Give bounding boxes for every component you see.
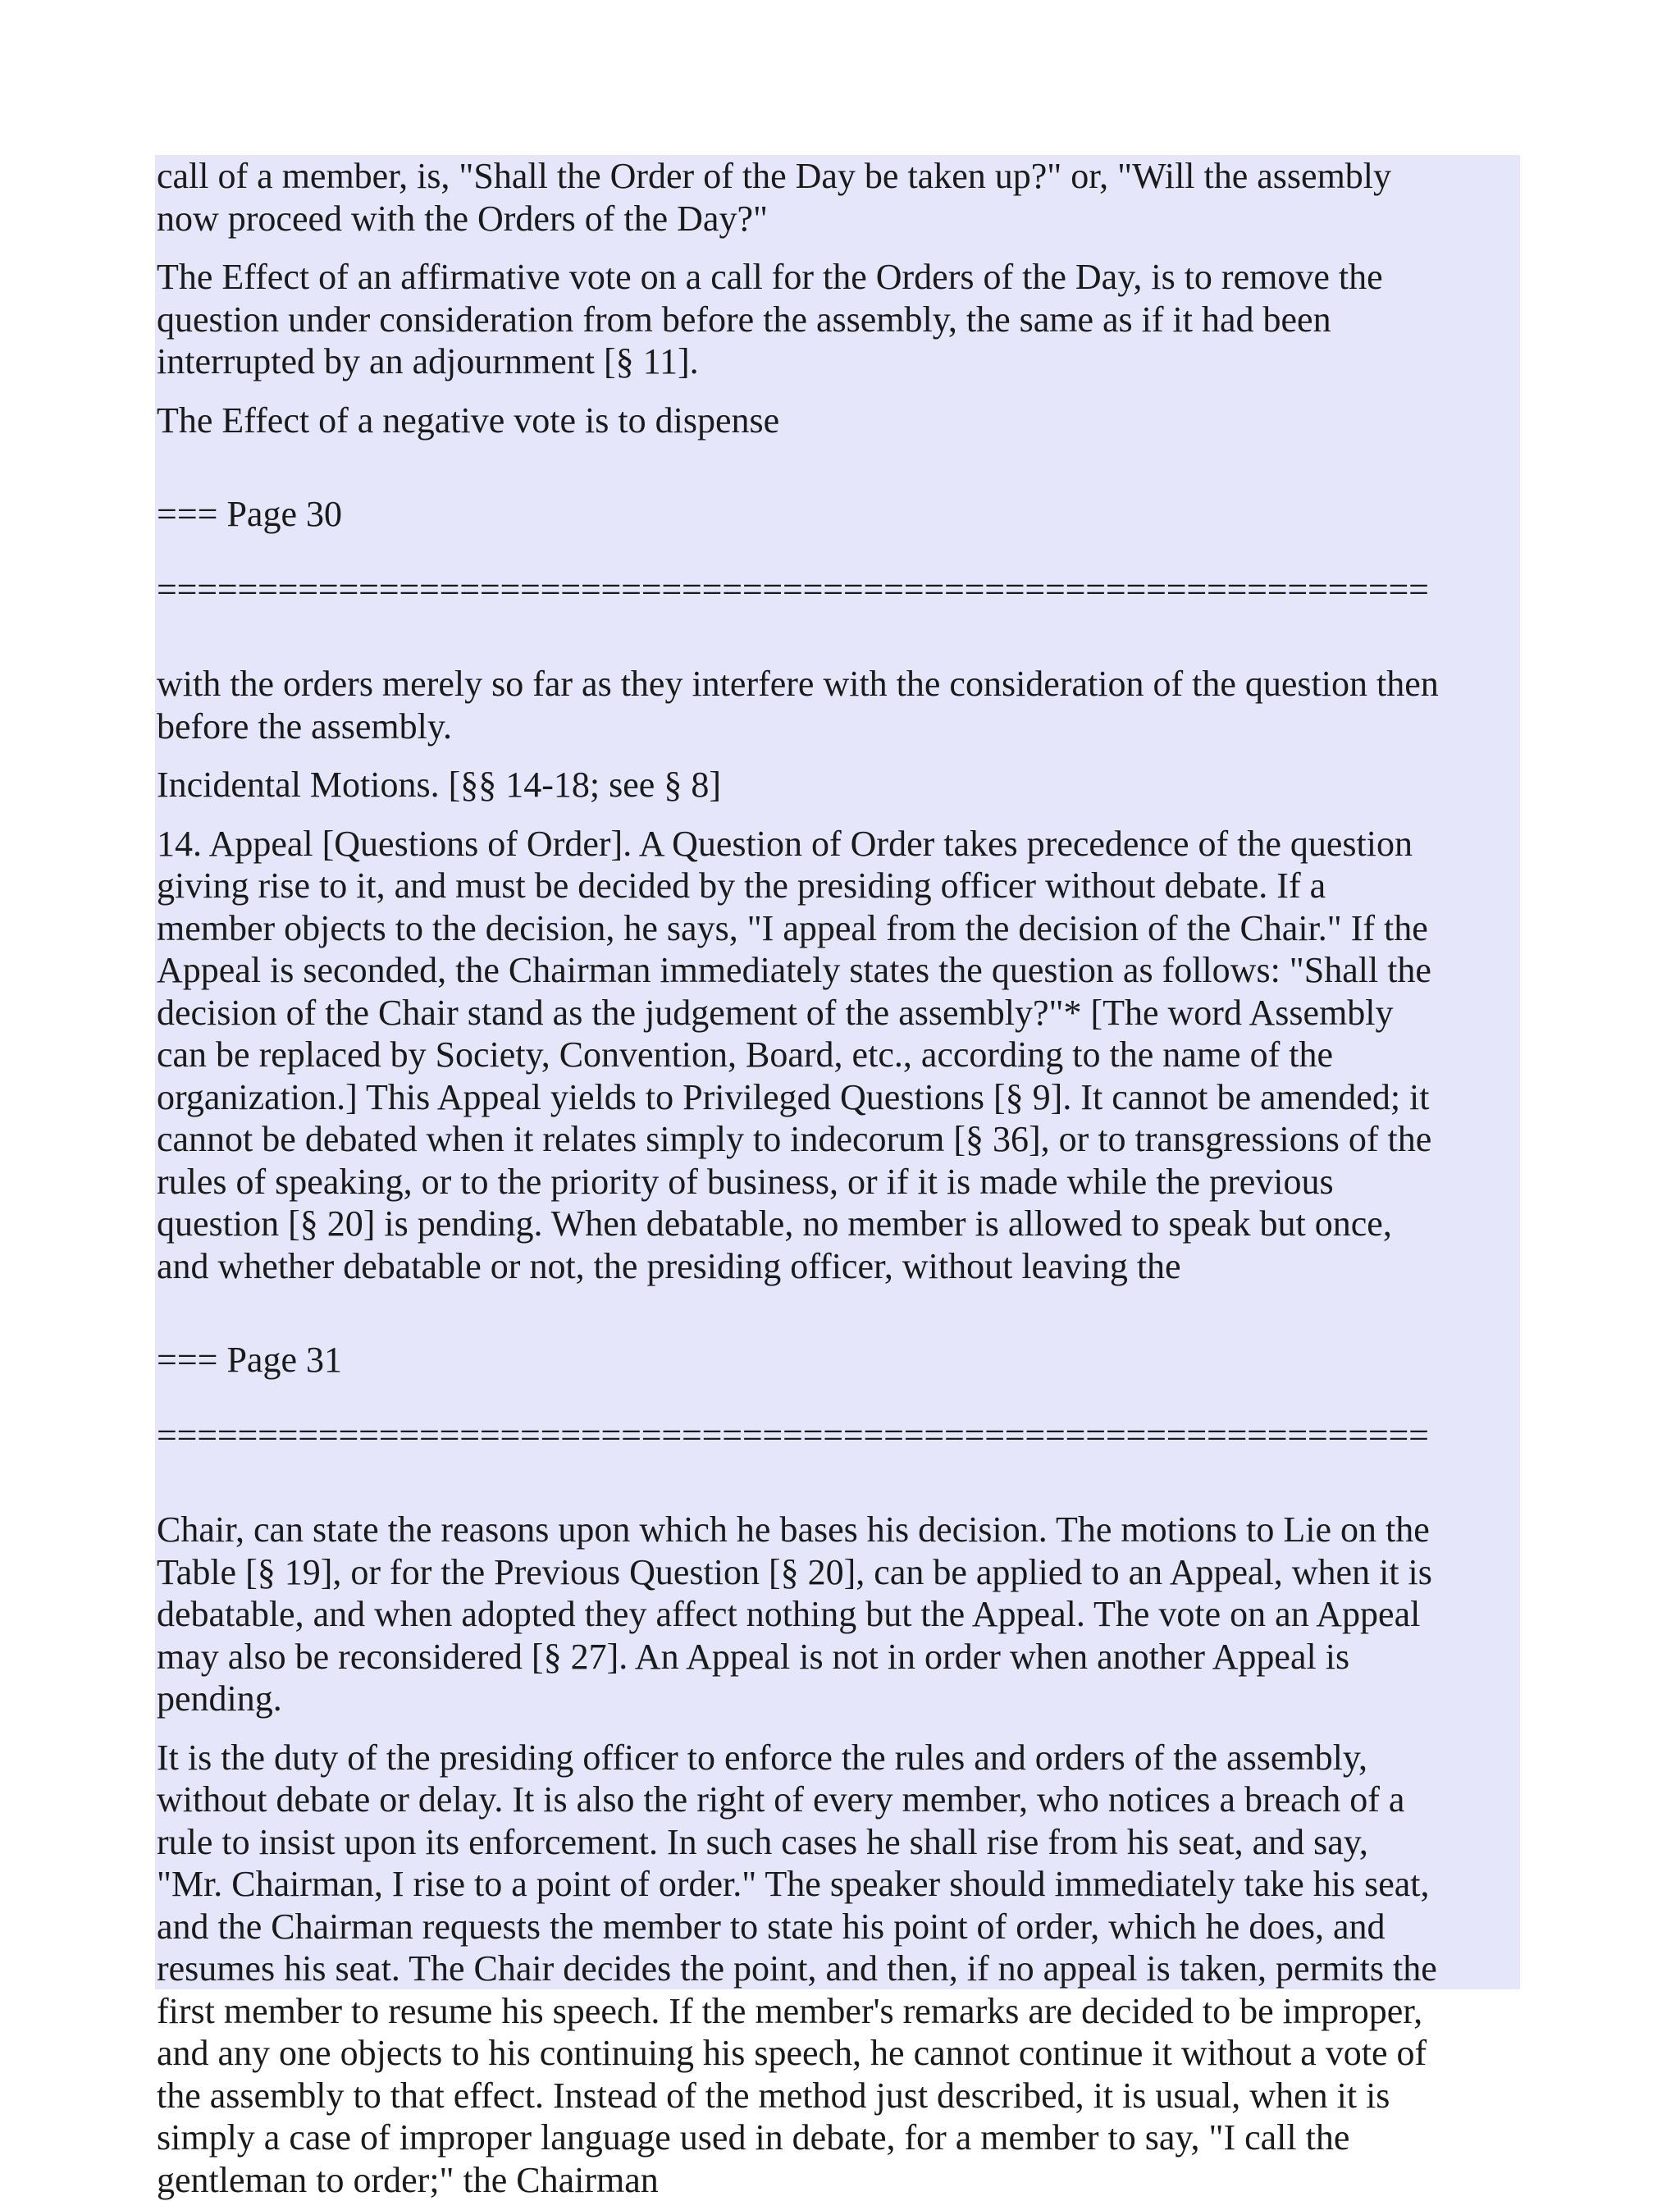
section-heading-incidental-motions: Incidental Motions. [§§ 14-18; see § 8] [157, 764, 1517, 806]
page-marker-label: === Page 30 [157, 495, 1517, 533]
document-body [155, 155, 1520, 1989]
paragraph-chair-reasons: Chair, can state the reasons upon which he bases his decision. The motions to Lie on the Table [§ 19], or for the Previous Question [§ 20], can be applied to an Appeal, when it is debatable, and when adopted they affect nothing but the Appeal. The vote on an Appeal may also be reconsidered [§ 27]. An Appeal is not in order when another Appeal is pending. [157, 1509, 1517, 1720]
page-marker-rule: =============================================================== [157, 571, 1517, 609]
page-marker-label: === Page 31 [157, 1341, 1517, 1379]
paragraph-orders-of-day-question: call of a member, is, "Shall the Order of the Day be taken up?" or, "Will the assembly now proceed with the Orders of the Day?" [157, 155, 1517, 240]
paragraph-appeal-questions-of-order: 14. Appeal [Questions of Order]. A Question of Order takes precedence of the question giving rise to it, and must be decided by the presiding officer without debate. If a member objects to the decision, he says, "I appeal from the decision of the Chair." If the Appeal is seconded, the Chairman immediately states the question as follows: "Shall the decision of the Chair stand as the judgement of the assembly?"* [The word Assembly can be replaced by Society, Convention, Board, etc., according to the name of the organization.] This Appeal yields to Privileged Questions [§ 9]. It cannot be amended; it cannot be debated when it relates simply to indecorum [§ 36], or to transgressions of the rules of speaking, or to the priority of business, or if it is made while the previous question [§ 20] is pending. When debatable, no member is allowed to speak but once, and whether debatable or not, the presiding officer, without leaving the [157, 823, 1517, 1288]
paragraph-presiding-officer-duty: It is the duty of the presiding officer to enforce the rules and orders of the assembly, without debate or delay. It is also the right of every member, who notices a breach of a rule to insist upon its enforcement. In such cases he shall rise from his seat, and say, "Mr. Chairman, I rise to a point of order." The speaker should immediately take his seat, and the Chairman requests the member to state his point of order, which he does, and resumes his seat. The Chair decides the point, and then, if no appeal is taken, permits the first member to resume his speech. If the member's remarks are decided to be improper, and any one objects to his continuing his speech, he cannot continue it without a vote of the assembly to that effect. Instead of the method just described, it is usual, when it is simply a case of improper language used in debate, for a member to say, "I call the gentleman to order;" the Chairman [157, 1737, 1517, 2201]
paragraph-affirmative-vote-effect: The Effect of an affirmative vote on a call for the Orders of the Day, is to remove the question under consideration from before the assembly, the same as if it had been interrupted by an adjournment [§ 11]. [157, 256, 1517, 383]
page-marker-31 [157, 1304, 1517, 1492]
page-marker-rule: =============================================================== [157, 1417, 1517, 1454]
page-marker-30 [157, 458, 1517, 646]
paragraph-orders-continuation: with the orders merely so far as they interfere with the consideration of the question then before the assembly. [157, 663, 1517, 747]
paragraph-negative-vote-effect: The Effect of a negative vote is to dispense [157, 400, 1517, 442]
